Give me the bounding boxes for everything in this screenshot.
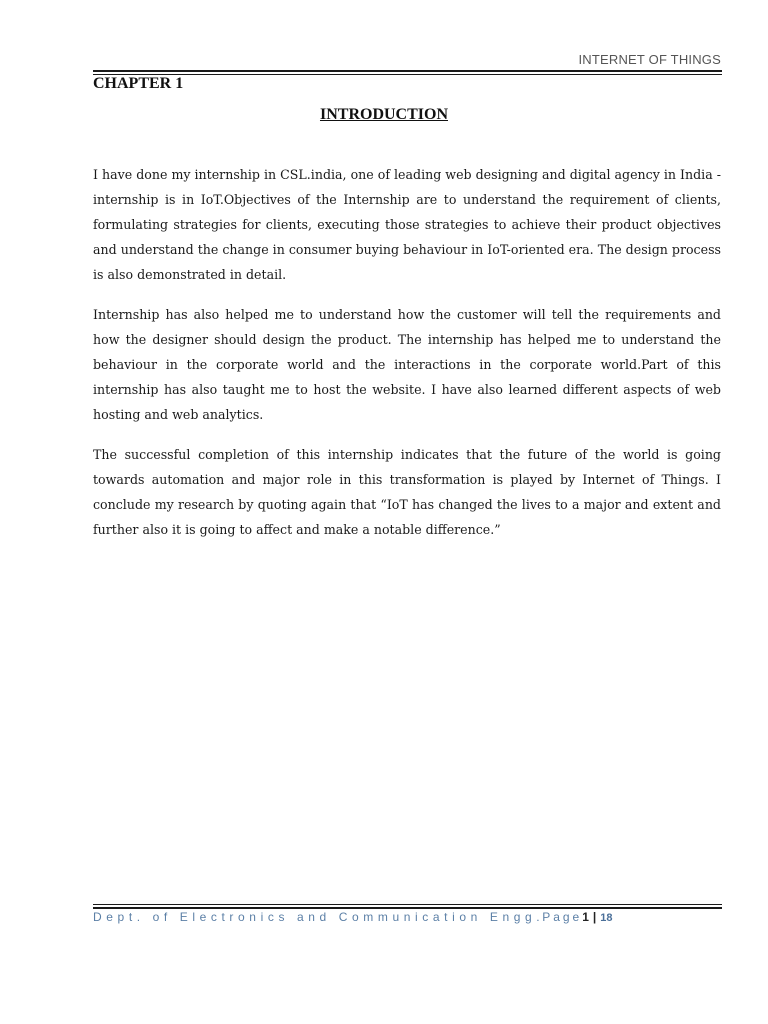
- footer-rule: [93, 904, 722, 909]
- running-header-title: INTERNET OF THINGS: [578, 52, 721, 67]
- chapter-heading: INTRODUCTION: [319, 106, 448, 123]
- footer-total-pages: 18: [600, 912, 613, 924]
- header-rule: [93, 70, 722, 75]
- paragraph-1: I have done my internship in CSL.india, one of leading web designing and digital agency in India - internship is in IoT.Objectives of the Internship are to understand the requirement of clients, formulating strategies for clients, executing those strategies to achieve their product objectives and understand the change in consumer buying behaviour in IoT-oriented era. The design process is also demonstrated in detail.: [93, 167, 721, 282]
- footer-page-label: Page: [542, 910, 583, 924]
- page-footer: [93, 910, 613, 924]
- paragraph-2: Internship has also helped me to understand how the customer will tell the requirements and how the designer should design the product. The internship has helped me to understand the behaviour in the corporate world and the interactions in the corporate world.Part of this internship has also taught me to host the website. I have also learned different aspects of web hosting and web analytics.: [93, 307, 721, 422]
- footer-department: Dept. of Electronics and Communication Engg.: [93, 910, 545, 924]
- chapter-label: CHAPTER 1: [93, 75, 184, 92]
- footer-page-number: 1: [582, 910, 589, 924]
- footer-separator: |: [592, 910, 597, 924]
- body-text: [93, 162, 721, 557]
- paragraph-3: The successful completion of this internship indicates that the future of the world is going towards automation and major role in this transformation is played by Internet of Things. I conclude my research by quoting again that “IoT has changed the lives to a major and extent and further also it is going to affect and make a notable difference.”: [93, 447, 721, 537]
